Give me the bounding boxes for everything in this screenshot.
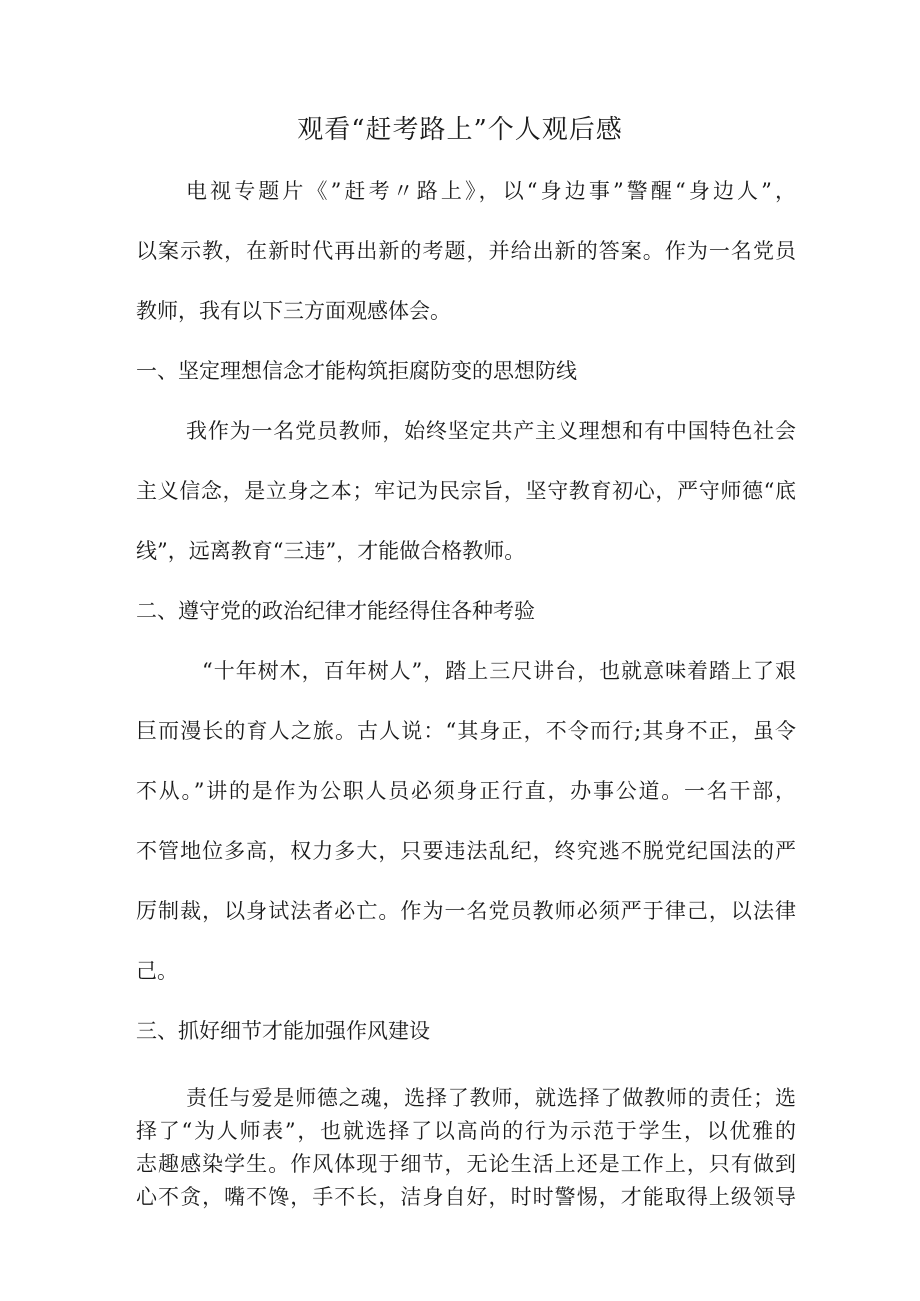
intro-line-1: 电视专题片《”赶考〃路上》，以“身边事”警醒“身边人”， (186, 179, 796, 203)
section2-line-3: 不从。”讲的是作为公职人员必须身正行直，办事公道。一名干部， (136, 779, 796, 803)
section3-line-3: 志趣感染学生。作风体现于细节，无论生活上还是工作上，只有做到 (136, 1152, 796, 1176)
section3-line-2: 择了“为人师表”，也就选择了以高尚的行为示范于学生，以优雅的 (136, 1119, 796, 1143)
section1-line-2: 主义信念，是立身之本；牢记为民宗旨，坚守教育初心，严守师德“底 (136, 479, 796, 503)
section2-line-6: 己。 (136, 959, 178, 983)
section2-heading: 二、遵守党的政治纪律才能经得住各种考验 (136, 599, 535, 623)
section3-line-1: 责任与爱是师德之魂，选择了教师，就选择了做教师的责任；选 (186, 1086, 796, 1110)
section1-heading: 一、坚定理想信念才能构筑拒腐防变的思想防线 (136, 359, 577, 383)
section3-line-4: 心不贪，嘴不馋，手不长，洁身自好，时时警惕，才能取得上级领导 (136, 1185, 796, 1209)
intro-line-3: 教师，我有以下三方面观感体会。 (136, 299, 451, 323)
section2-line-2: 巨而漫长的育人之旅。古人说：“其身正，不令而行;其身不正，虽令 (136, 719, 796, 743)
document-title: 观看“赶考路上”个人观后感 (297, 115, 623, 145)
section1-line-1: 我作为一名党员教师，始终坚定共产主义理想和有中国特色社会 (186, 419, 796, 443)
section2-line-1: “十年树木，百年树人”，踏上三尺讲台，也就意味着踏上了艰 (202, 659, 796, 683)
section2-line-5: 厉制裁，以身试法者必亡。作为一名党员教师必须严于律己，以法律 (136, 899, 796, 923)
section2-line-4: 不管地位多高，权力多大，只要违法乱纪，终究逃不脱党纪国法的严 (136, 839, 796, 863)
section1-line-3: 线”，远离教育“三违”，才能做合格教师。 (136, 539, 526, 563)
intro-line-2: 以案示教，在新时代再出新的考题，并给出新的答案。作为一名党员 (136, 239, 796, 263)
section3-heading: 三、抓好细节才能加强作风建设 (136, 1019, 430, 1043)
